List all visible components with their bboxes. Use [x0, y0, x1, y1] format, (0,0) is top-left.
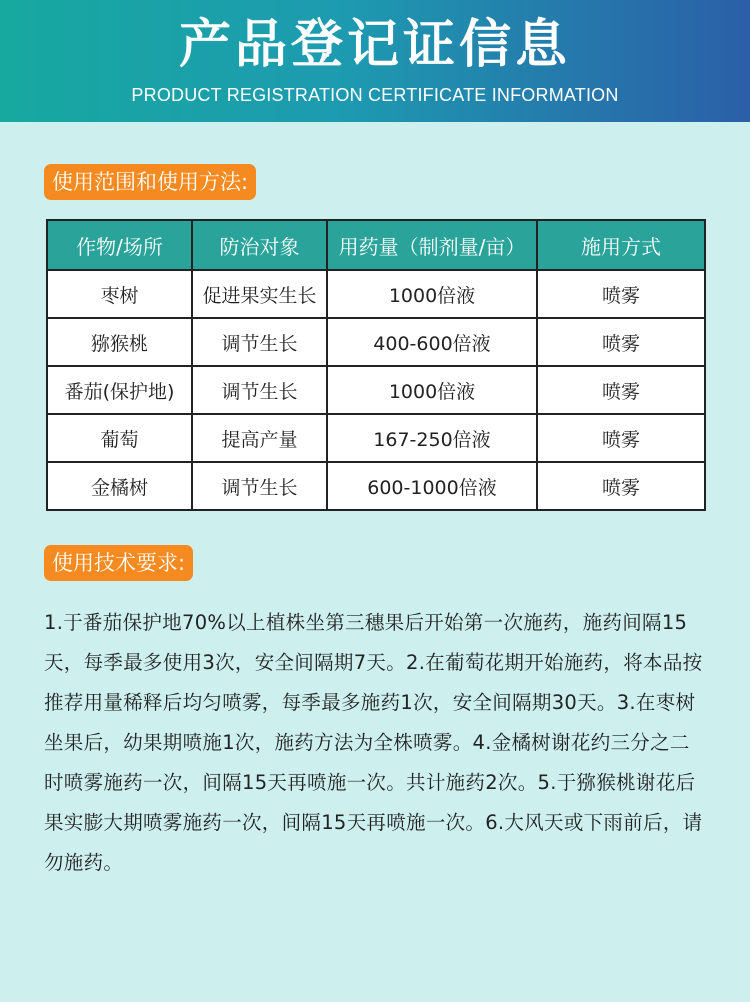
table-row — [47, 462, 705, 510]
tech-requirements-text: 1.于番茄保护地70%以上植株坐第三穗果后开始第一次施药，施药间隔15天，每季最多使用3次，安全间隔期7天。2.在葡萄花期开始施药，将本品按推荐用量稀释后均匀喷雾，每季最多施药1次，安全间隔期30天。3.在枣树坐果后，幼果期喷施1次，施药方法为全株喷雾。4.金橘树谢花约三分之二时喷雾施药一次，间隔15天再喷施一次。共计施药2次。5.于猕猴桃谢花后果实膨大期喷雾施药一次，间隔15天再喷施一次。6.大风天或下雨前后，请勿施药。 — [44, 611, 703, 874]
table-cell-crop: 猕猴桃 — [47, 318, 192, 366]
table-cell-method: 喷雾 — [537, 462, 705, 510]
table-row — [47, 318, 705, 366]
page-subtitle: PRODUCT REGISTRATION CERTIFICATE INFORMATION — [131, 85, 619, 105]
table-cell-target: 提高产量 — [192, 414, 327, 462]
table-row — [47, 366, 705, 414]
table-cell-dosage: 1000倍液 — [327, 270, 537, 318]
table-cell-dosage: 600-1000倍液 — [327, 462, 537, 510]
usage-section-label: 使用范围和使用方法: — [44, 164, 256, 200]
page-header — [0, 0, 750, 122]
table-header-row — [47, 220, 705, 270]
table-cell-target: 调节生长 — [192, 366, 327, 414]
table-cell-method: 喷雾 — [537, 270, 705, 318]
usage-table — [46, 219, 706, 511]
column-header-target: 防治对象 — [192, 220, 327, 270]
table-cell-method: 喷雾 — [537, 318, 705, 366]
table-cell-method: 喷雾 — [537, 414, 705, 462]
tech-section-label: 使用技术要求: — [44, 545, 193, 581]
table-cell-target: 促进果实生长 — [192, 270, 327, 318]
column-header-dosage: 用药量（制剂量/亩） — [327, 220, 537, 270]
page-title: 产品登记证信息 — [178, 15, 571, 75]
table-row — [47, 414, 705, 462]
table-cell-target: 调节生长 — [192, 462, 327, 510]
table-cell-dosage: 167-250倍液 — [327, 414, 537, 462]
column-header-method: 施用方式 — [537, 220, 705, 270]
table-cell-crop: 葡萄 — [47, 414, 192, 462]
column-header-crop: 作物/场所 — [47, 220, 192, 270]
table-cell-method: 喷雾 — [537, 366, 705, 414]
table-cell-target: 调节生长 — [192, 318, 327, 366]
table-cell-crop: 番茄(保护地) — [47, 366, 192, 414]
table-cell-crop: 金橘树 — [47, 462, 192, 510]
table-cell-dosage: 1000倍液 — [327, 366, 537, 414]
table-cell-dosage: 400-600倍液 — [327, 318, 537, 366]
table-row — [47, 270, 705, 318]
table-cell-crop: 枣树 — [47, 270, 192, 318]
